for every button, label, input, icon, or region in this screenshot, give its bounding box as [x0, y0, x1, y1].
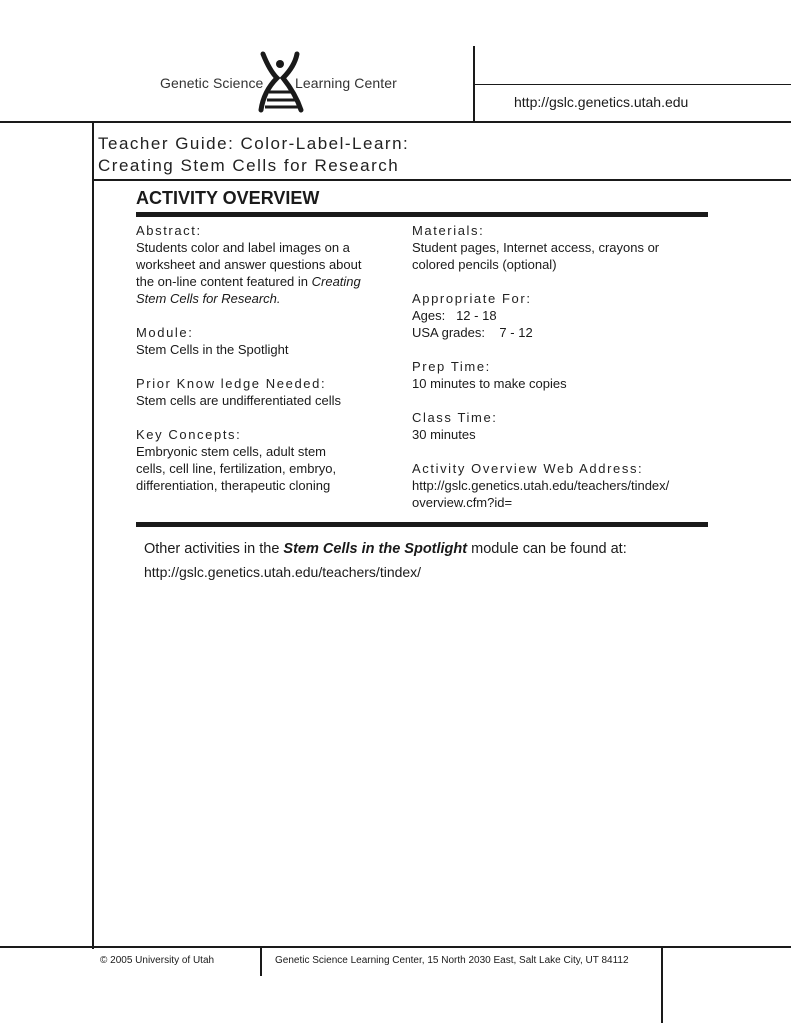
appropriate-for-label: Appropriate For: [412, 291, 532, 306]
prep-time-text: 10 minutes to make copies [412, 376, 567, 391]
footer-divider-1 [260, 946, 262, 976]
materials-text: Student pages, Internet access, crayons or colored pencils (optional) [412, 240, 660, 272]
prior-knowledge-text: Stem cells are undifferentiated cells [136, 393, 341, 408]
footer-address: Genetic Science Learning Center, 15 North 2030 East, Salt Lake City, UT 84112 [275, 955, 629, 966]
other-activities-link[interactable]: http://gslc.genetics.utah.edu/teachers/tindex/ [144, 564, 422, 580]
abstract-label: Abstract: [136, 223, 202, 238]
prior-knowledge-label: Prior Know ledge Needed: [136, 376, 327, 391]
header-url[interactable]: http://gslc.genetics.utah.edu [514, 94, 689, 110]
web-address-label: Activity Overview Web Address: [412, 461, 644, 476]
other-module-name: Stem Cells in the Spotlight [283, 541, 468, 557]
title-bottom-rule [92, 179, 791, 181]
abstract-text-italic: Creating Stem Cells for Research. [136, 274, 361, 306]
overview-top-rule [136, 212, 708, 217]
abstract-text-plain: Students color and label images on a worksheet and answer questions about the on-line content featured in [136, 240, 362, 289]
logo-text-right: Learning Center [295, 75, 397, 91]
left-margin-rule [92, 121, 94, 949]
footer-divider-2 [661, 946, 663, 1023]
overview-right-column [412, 222, 712, 511]
appropriate-for-text: Ages: 12 - 18 USA grades: 7 - 12 [412, 308, 533, 340]
footer-copyright: © 2005 University of Utah [100, 955, 215, 966]
module-label: Module: [136, 325, 194, 340]
key-concepts-label: Key Concepts: [136, 427, 242, 442]
gslc-logo [160, 48, 400, 120]
guide-title-line2: Creating Stem Cells for Research [98, 156, 400, 175]
prep-time-label: Prep Time: [412, 359, 491, 374]
web-address-link[interactable]: http://gslc.genetics.utah.edu/teachers/tindex/ overview.cfm?id= [412, 478, 670, 510]
section-heading: ACTIVITY OVERVIEW [136, 188, 320, 208]
guide-title-line1: Teacher Guide: Color-Label-Learn: [98, 134, 410, 153]
other-activities-text [144, 538, 627, 560]
module-text: Stem Cells in the Spotlight [136, 342, 289, 357]
overview-bottom-rule [136, 522, 708, 527]
header-url-rule [473, 84, 791, 85]
logo-text-left: Genetic Science [160, 75, 264, 91]
overview-left-column [136, 222, 396, 494]
other-prefix: Other activities in the [144, 541, 284, 557]
class-time-text: 30 minutes [412, 427, 476, 442]
materials-label: Materials: [412, 223, 485, 238]
header-bottom-rule [0, 121, 791, 123]
guide-title [98, 133, 409, 177]
class-time-label: Class Time: [412, 410, 498, 425]
abstract-text [136, 239, 396, 307]
other-suffix: module can be found at: [467, 541, 627, 557]
key-concepts-text: Embryonic stem cells, adult stem cells, cell line, fertilization, embryo, differentiation, therapeutic cloning [136, 444, 337, 493]
footer-top-rule [0, 946, 791, 948]
